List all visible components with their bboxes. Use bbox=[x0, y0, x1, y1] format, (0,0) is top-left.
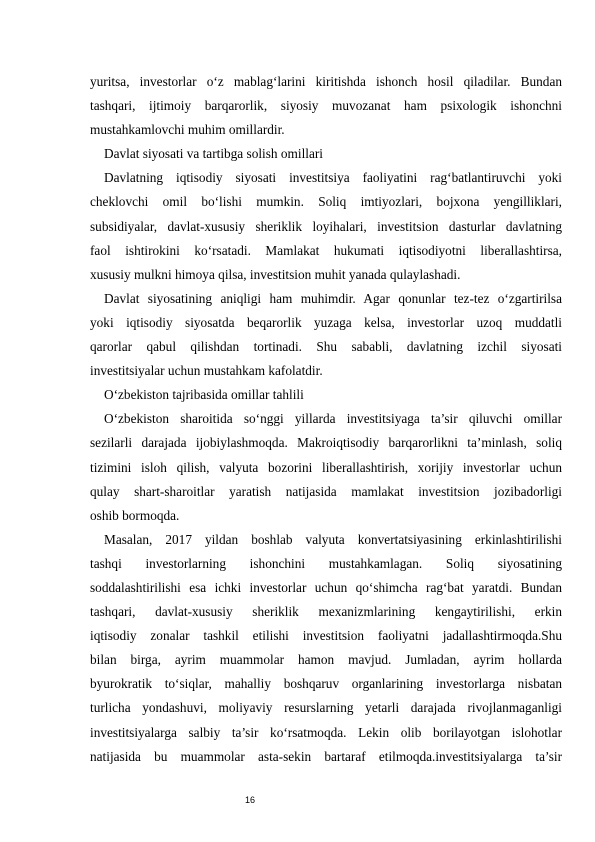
text-line: xususiy mulkni himoya qilsa, investitsion muhit yanada qulaylashadi. bbox=[90, 266, 461, 282]
text-line: yuritsa, investorlar o‘z mablag‘larini kiritishda ishonch hosil qiladilar. Bundan bbox=[90, 74, 562, 89]
body-text bbox=[90, 70, 562, 769]
text-line: O‘zbekiston tajribasida omillar tahlili bbox=[104, 387, 304, 403]
text-line: qarorlar qabul qilishdan tortinadi. Shu sababli, davlatning izchil siyosati bbox=[90, 339, 562, 355]
text-line: tashqari, ijtimoiy barqarorlik, siyosiy muvozanat ham psixologik ishonchni bbox=[90, 98, 562, 114]
text-line: iqtisodiy zonalar tashkil etilishi investitsion faoliyatni jadallashtirmoqda.Shu bbox=[90, 628, 562, 644]
text-line: investitsiyalarga salbiy ta’sir ko‘rsatmoqda. Lekin olib borilayotgan islohotlar bbox=[90, 724, 562, 740]
text-line: cheklovchi omil bo‘lishi mumkin. Soliq imtiyozlari, bojxona yengilliklari, bbox=[90, 194, 562, 210]
text-line: yoki iqtisodiy siyosatda beqarorlik yuzaga kelsa, investorlar uzoq muddatli bbox=[90, 314, 562, 330]
text-line: turlicha yondashuvi, moliyaviy resurslarning yetarli darajada rivojlanmaganligi bbox=[90, 700, 562, 716]
text-line: Davlat siyosati va tartibga solish omillari bbox=[104, 146, 323, 162]
text-line: qulay shart-sharoitlar yaratish natijasida mamlakat investitsion jozibadorligi bbox=[90, 483, 562, 499]
page-number: 16 bbox=[245, 795, 256, 805]
text-line: Davlatning iqtisodiy siyosati investitsiya faoliyatini rag‘batlantiruvchi yoki bbox=[104, 170, 562, 186]
text-line: Masalan, 2017 yildan boshlab valyuta konvertatsiyasining erkinlashtirilishi bbox=[104, 531, 562, 547]
text-line: oshib bormoqda. bbox=[90, 507, 180, 523]
text-line: Davlat siyosatining aniqligi ham muhimdir. Agar qonunlar tez-tez o‘zgartirilsa bbox=[104, 290, 562, 306]
text-line: soddalashtirilishi esa ichki investorlar uchun qo‘shimcha rag‘bat yaratdi. Bundan bbox=[90, 579, 562, 595]
text-line: byurokratik to‘siqlar, mahalliy boshqaruv organlarining investorlarga nisbatan bbox=[90, 676, 562, 692]
text-line: tizimini isloh qilish, valyuta bozorini liberallashtirish, xorijiy investorlar uchun bbox=[90, 459, 562, 475]
text-line: mustahkamlovchi muhim omillardir. bbox=[90, 122, 285, 138]
text-line: subsidiyalar, davlat-xususiy sheriklik loyihalari, investitsion dasturlar davlatning bbox=[90, 218, 562, 234]
text-line: investitsiyalar uchun mustahkam kafolatdir. bbox=[90, 363, 323, 379]
text-line: tashqari, davlat-xususiy sheriklik mexanizmlarining kengaytirilishi, erkin bbox=[90, 604, 562, 620]
text-line: tashqi investorlarning ishonchini mustahkamlagan. Soliq siyosatining bbox=[90, 555, 562, 571]
text-line: bilan birga, ayrim muammolar hamon mavjud. Jumladan, ayrim hollarda bbox=[90, 652, 562, 668]
text-line: sezilarli darajada ijobiylashmoqda. Makroiqtisodiy barqarorlikni ta’minlash, soliq bbox=[90, 435, 562, 451]
text-line: faol ishtirokini ko‘rsatadi. Mamlakat hukumati iqtisodiyotni liberallashtirsa, bbox=[90, 242, 562, 258]
text-line: O‘zbekiston sharoitida so‘nggi yillarda investitsiyaga ta’sir qiluvchi omillar bbox=[104, 411, 562, 427]
text-line: natijasida bu muammolar asta-sekin bartaraf etilmoqda.investitsiyalarga ta’sir bbox=[90, 748, 562, 764]
